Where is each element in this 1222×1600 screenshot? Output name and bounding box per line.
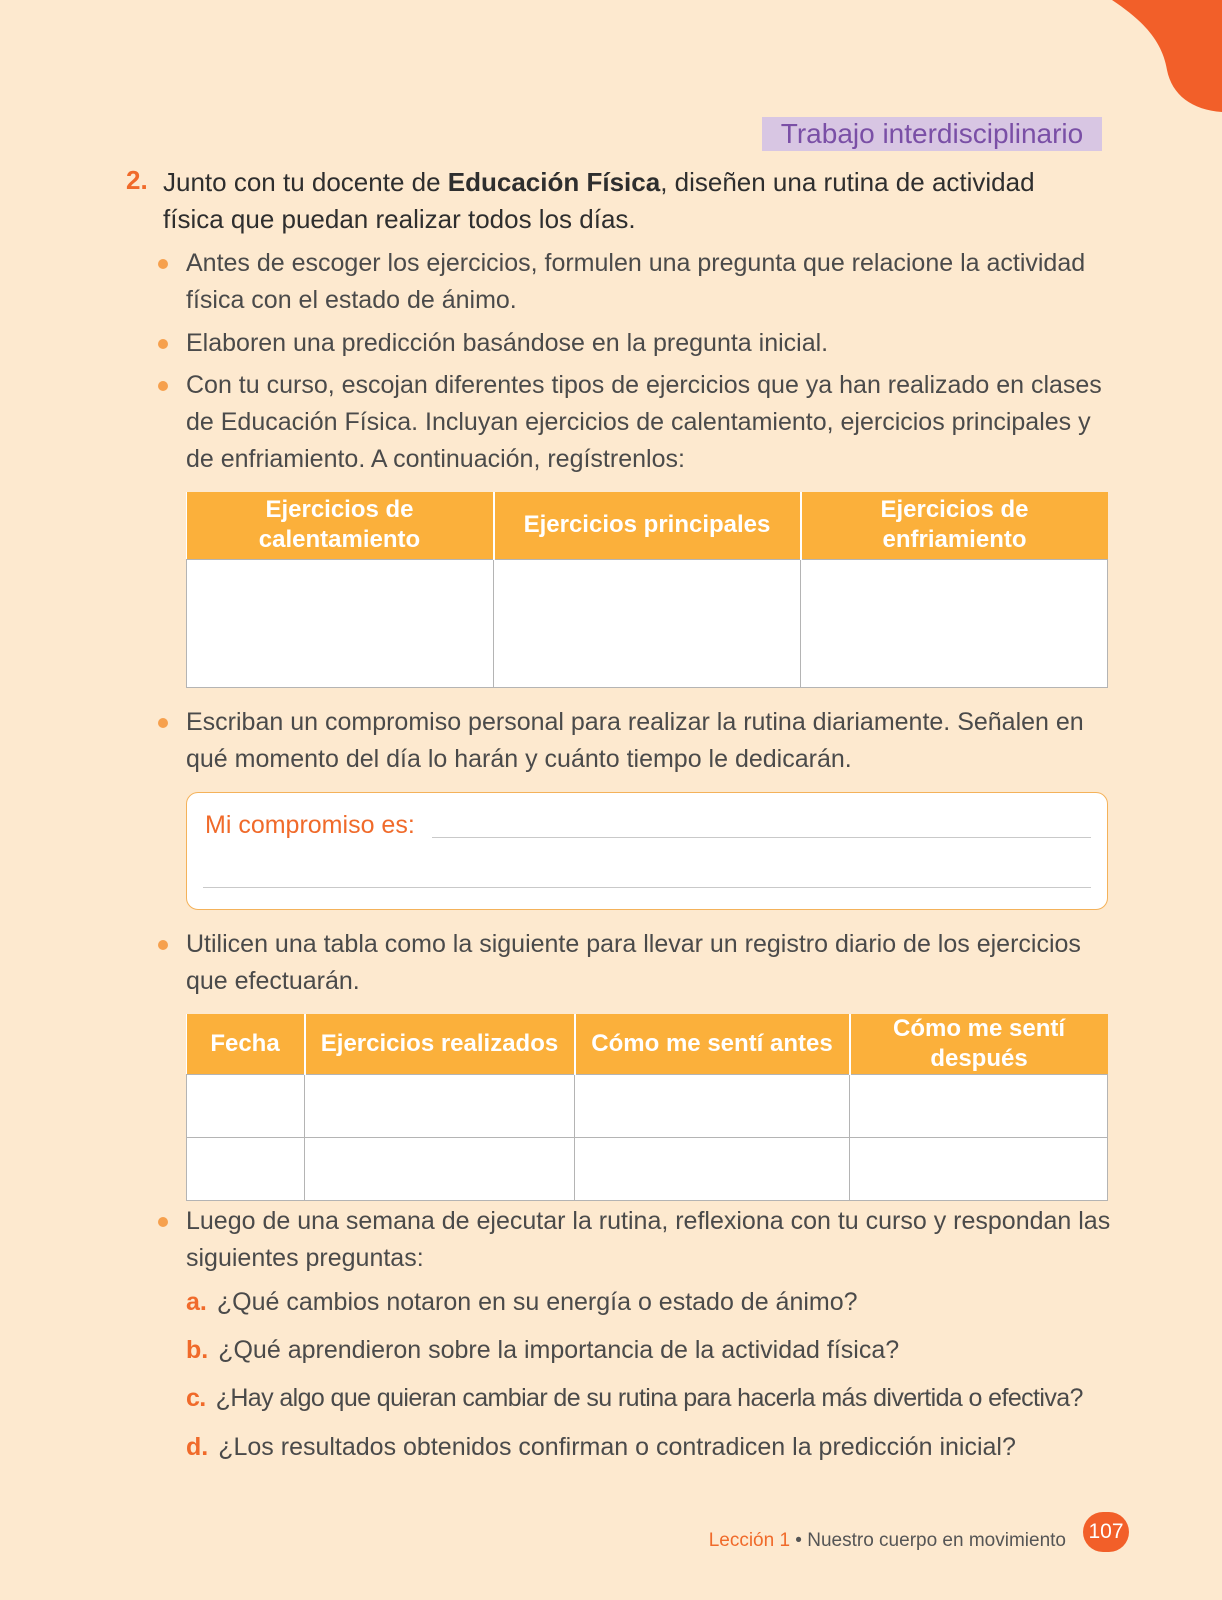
corner-decoration (1112, 0, 1222, 115)
question-number: 2. (126, 165, 148, 195)
bullet-dot-icon (158, 1217, 168, 1227)
table-cell[interactable] (305, 1138, 575, 1201)
table-header-main: Ejercicios principales (494, 492, 801, 559)
page-footer (0, 1520, 1222, 1560)
bullet-dot-icon (158, 940, 168, 950)
commitment-label: Mi compromiso es: (205, 811, 415, 839)
subquestion-a: a. ¿Qué cambios notaron en su energía o estado de ánimo? (186, 1288, 858, 1316)
page-number: 107 (1083, 1512, 1129, 1552)
bullet-dot-icon (158, 718, 168, 728)
table-cell[interactable] (850, 1138, 1108, 1201)
table-cell[interactable] (575, 1138, 850, 1201)
table-header-date: Fecha (187, 1014, 305, 1075)
exercise-types-table (186, 492, 1108, 688)
section-tag: Trabajo interdisciplinario (762, 117, 1102, 151)
daily-log-table (186, 1014, 1108, 1201)
bullet-dot-icon (158, 339, 168, 349)
table-cell[interactable] (187, 1075, 305, 1138)
subquestion-d: d. ¿Los resultados obtenidos confirman o contradicen la predicción inicial? (186, 1433, 1016, 1461)
table-cell-cooldown[interactable] (801, 559, 1108, 687)
bullet-dot-icon (158, 259, 168, 269)
bullet-exercises: Con tu curso, escojan diferentes tipos de ejercicios que ya han realizado en clases de Educación Física. Incluyan ejercicios de calentamiento, ejercicios principales y de enfriamiento. A continuación, regístrenlos: (186, 367, 1116, 478)
bullet-prediction: Elaboren una predicción basándose en la pregunta inicial. (186, 325, 1116, 362)
commitment-box[interactable] (186, 792, 1108, 910)
bullet-dot-icon (158, 381, 168, 391)
question-text: Junto con tu docente de Educación Física, diseñen una rutina de actividad física que puedan realizar todos los días. (163, 167, 1035, 234)
bullet-daily-log: Utilicen una tabla como la siguiente para llevar un registro diario de los ejercicios que efectuarán. (186, 926, 1116, 1000)
commitment-line[interactable] (432, 837, 1091, 838)
bullet-commitment: Escriban un compromiso personal para realizar la rutina diariamente. Señalen en qué momento del día lo harán y cuánto tiempo le dedicarán. (186, 704, 1116, 778)
question-bold-term: Educación Física (447, 167, 661, 197)
table-header-feeling-after: Cómo me sentí después (850, 1014, 1108, 1075)
table-cell[interactable] (305, 1075, 575, 1138)
table-cell[interactable] (187, 1138, 305, 1201)
table-cell-warmup[interactable] (187, 559, 494, 687)
commitment-line[interactable] (203, 887, 1091, 888)
subquestion-b: b. ¿Qué aprendieron sobre la importancia de la actividad física? (186, 1336, 900, 1364)
table-cell[interactable] (575, 1075, 850, 1138)
table-cell[interactable] (850, 1075, 1108, 1138)
subquestion-c: c. ¿Hay algo que quieran cambiar de su rutina para hacerla más divertida o efectiva? (186, 1384, 1083, 1412)
table-header-warmup: Ejercicios de calentamiento (187, 492, 494, 559)
table-cell-main[interactable] (494, 559, 801, 687)
table-header-feeling-before: Cómo me sentí antes (575, 1014, 850, 1075)
footer-lesson-title: Lección 1 • Nuestro cuerpo en movimiento (708, 1530, 1066, 1551)
bullet-reflection: Luego de una semana de ejecutar la rutina, reflexiona con tu curso y respondan las siguientes preguntas: (186, 1203, 1116, 1277)
table-header-cooldown: Ejercicios de enfriamiento (801, 492, 1108, 559)
bullet-question: Antes de escoger los ejercicios, formulen una pregunta que relacione la actividad física con el estado de ánimo. (186, 245, 1116, 319)
table-header-exercises-done: Ejercicios realizados (305, 1014, 575, 1075)
